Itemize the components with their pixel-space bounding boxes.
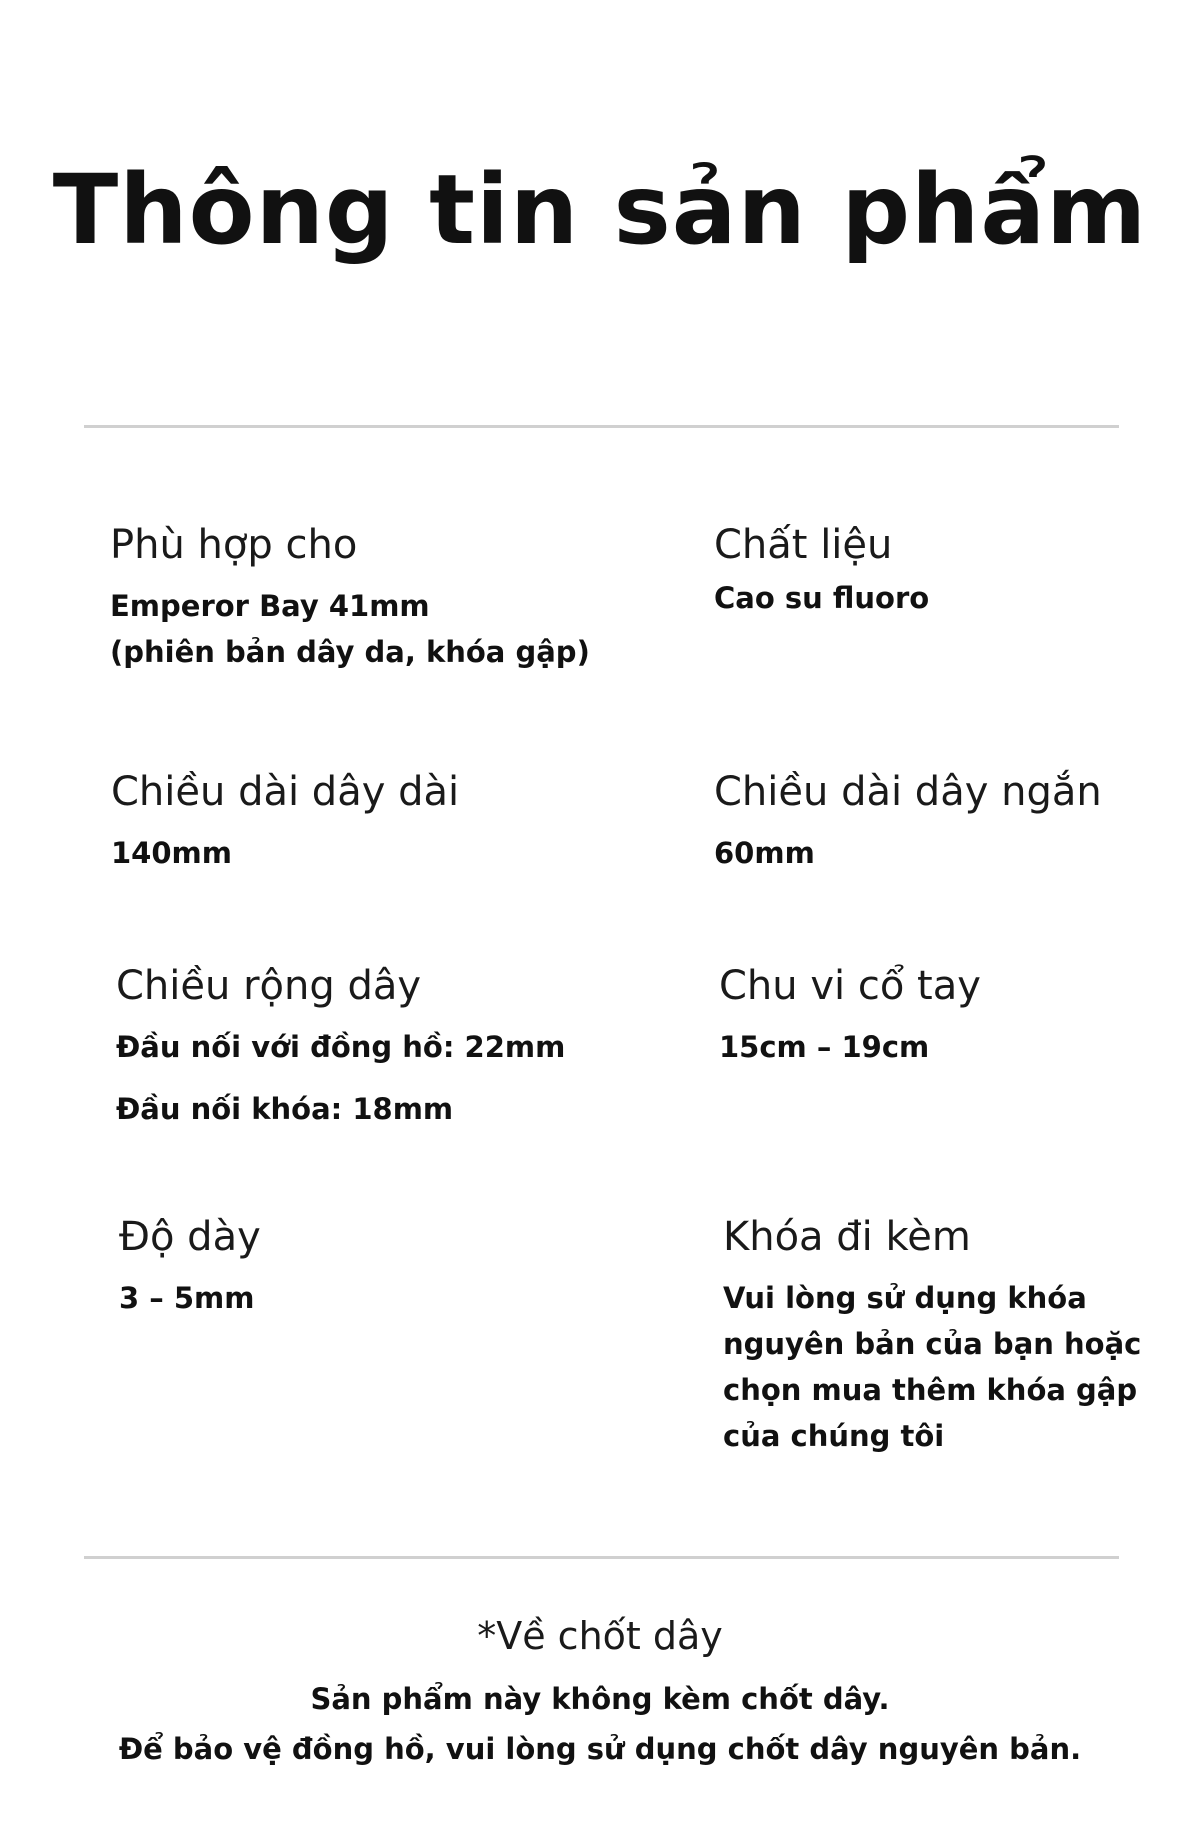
pin-note-line-1: Sản phẩm này không kèm chốt dây. xyxy=(310,1681,890,1716)
spec-long-strap xyxy=(111,768,611,876)
spec-material xyxy=(714,521,1200,621)
spec-width xyxy=(116,962,616,1132)
divider-top xyxy=(84,425,1119,428)
spec-material-value xyxy=(714,575,1200,621)
spec-short-strap-label: Chiều dài dây ngắn xyxy=(714,769,1102,815)
spec-long-strap-label: Chiều dài dây dài xyxy=(111,769,460,815)
spec-wrist-value xyxy=(719,1024,1200,1070)
spec-short-strap-line-1: 60mm xyxy=(714,836,815,870)
spec-buckle-line-2: nguyên bản của bạn hoặc xyxy=(723,1327,1142,1361)
spec-long-strap-line-1: 140mm xyxy=(111,836,232,870)
spec-material-line-1: Cao su fluoro xyxy=(714,581,930,615)
spec-fit-label: Phù hợp cho xyxy=(110,522,358,568)
spec-wrist xyxy=(719,962,1200,1070)
spec-buckle-line-1: Vui lòng sử dụng khóa xyxy=(723,1281,1087,1315)
divider-bottom xyxy=(84,1556,1119,1559)
spec-buckle-label: Khóa đi kèm xyxy=(723,1214,971,1260)
spec-thickness-label: Độ dày xyxy=(119,1214,261,1260)
spec-buckle-line-3: chọn mua thêm khóa gập xyxy=(723,1373,1138,1407)
spec-width-label: Chiều rộng dây xyxy=(116,963,422,1009)
spec-thickness-value xyxy=(119,1275,619,1321)
spec-fit-line-1: Emperor Bay 41mm xyxy=(110,589,430,623)
spec-long-strap-value xyxy=(111,830,611,876)
spec-thickness xyxy=(119,1213,619,1321)
spec-buckle xyxy=(723,1213,1200,1459)
spec-width-line-2: Đầu nối khóa: 18mm xyxy=(116,1092,454,1126)
spec-buckle-value xyxy=(723,1275,1200,1459)
spec-fit-value xyxy=(110,583,610,675)
spec-wrist-label: Chu vi cổ tay xyxy=(719,963,981,1009)
spec-width-value xyxy=(116,1024,616,1132)
spec-wrist-line-1: 15cm – 19cm xyxy=(719,1030,930,1064)
pin-note xyxy=(0,1614,1200,1774)
spec-material-label: Chất liệu xyxy=(714,522,893,568)
spec-short-strap-value xyxy=(714,830,1200,876)
pin-note-line-2: Để bảo vệ đồng hồ, vui lòng sử dụng chốt dây nguyên bản. xyxy=(118,1731,1082,1766)
spec-buckle-line-4: của chúng tôi xyxy=(723,1419,945,1453)
spec-width-line-1: Đầu nối với đồng hồ: 22mm xyxy=(116,1030,566,1064)
spec-short-strap xyxy=(714,768,1200,876)
pin-note-label: *Về chốt dây xyxy=(477,1614,723,1658)
page-title: Thông tin sản phẩm xyxy=(52,154,1148,266)
spec-fit xyxy=(110,521,610,675)
spec-fit-line-2: (phiên bản dây da, khóa gập) xyxy=(110,635,590,669)
spec-thickness-line-1: 3 – 5mm xyxy=(119,1281,255,1315)
pin-note-text xyxy=(0,1674,1200,1774)
